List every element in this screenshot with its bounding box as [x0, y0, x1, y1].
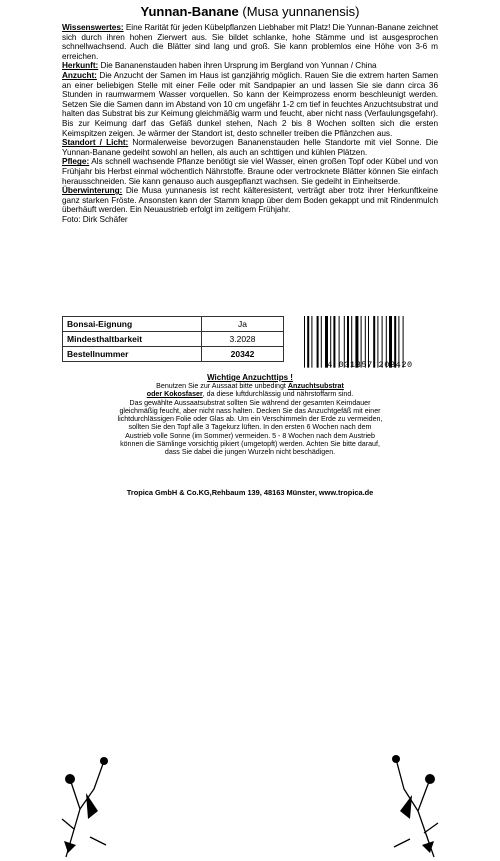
section-anzucht [62, 71, 438, 138]
tips-line: oder Kokosfaser, da diese luftdurchlässig und nährstoffarm sind. [146, 390, 354, 399]
section-body: Die Anzucht der Samen im Haus ist ganzjährig möglich. Rauen Sie die extrem harten Samen an einer beliebigen Stelle mit einer Feile oder mit Sandpapier an und lassen Sie sie dann circa 36 Stunden in raumwarmem Wasser vorquellen. So kann der Keimprozess enorm beschleunigt werden. Setzen Sie die Samen dann im Abstand von 10 cm ungefähr 1-2 cm tief in feuchtes Anzuchtsubstrat und halten das Substrat bis zur Keimung gleichmäßig warm und feucht, aber nicht nass (Verfaulungsgefahr). Bis zur Keimung darf das Gefäß dunkel stehen, Nach 2 bis 8 Wochen sollten sich die ersten Keimspitzen zeigen. Je wärmer der Standort ist, desto schneller treiben die Pflänzchen aus. [62, 70, 438, 138]
table-row [63, 317, 284, 332]
barcode-number: 4 031357 203420 [327, 360, 413, 370]
section-body: Normalerweise bevorzugen Bananenstauden helle Standorte mit viel Sonne. Die Yunnan-Banane gedeiht sowohl an hellen, als auch an schttigen und kühlen Plätzen. [62, 138, 438, 157]
growing-tips [58, 373, 442, 500]
section-wissenswertes [62, 23, 438, 61]
tips-heading: Wichtige Anzuchttips ! [207, 373, 293, 382]
section-pflege [62, 157, 438, 186]
table-label: Bonsai-Eignung [63, 317, 202, 332]
description-text [58, 23, 442, 224]
table-row [63, 332, 284, 347]
illustration-right-icon [388, 749, 440, 861]
tips-text [116, 373, 384, 457]
section-heading: Überwinterung: [62, 186, 123, 196]
seed-packet-label [58, 0, 442, 500]
table-row [63, 347, 284, 362]
table-value: 20342 [202, 347, 284, 362]
illustration-left-icon [60, 749, 112, 861]
section-heading: Herkunft: [62, 61, 99, 71]
tips-body: Das gewählte Aussaatsubstrat sollten Sie während der gesamten Keimdauer gleichmäßig feucht, aber nicht nass halten. Decken Sie das Anzuchtgefäß mit einer lichtdurchlässigen Folie oder Glas ab. Um ein Verschimmeln der Erde zu vermeiden, sollten Sie den Topf alle 3 Tagekurz lüften. In den ersten 6 Wochen nach dem Austrieb volle Sonne (im Sommer) vermeiden. 5 - 8 Wochen nach dem Austrieb können die Sämlinge vorsichtig pikiert (umgetopft) werden. Achten Sie bitte darauf, dass Sie dabei die jungen Wurzeln nicht beschädigen. [117, 398, 383, 457]
table-label: Mindesthaltbarkeit [63, 332, 202, 347]
section-body: Die Bananenstauden haben ihren Ursprung im Bergland von Yunnan / China [98, 61, 377, 71]
section-heading: Wissenswertes: [62, 23, 124, 32]
section-herkunft [62, 61, 438, 71]
common-name: Yunnan-Banane [140, 4, 239, 19]
packet-title [58, 4, 442, 20]
section-ueberwinterung [62, 186, 438, 215]
section-heading: Anzucht: [62, 70, 97, 80]
section-heading: Standort / Licht: [62, 138, 129, 148]
section-standort [62, 138, 438, 157]
photo-credit: Foto: Dirk Schäfer [62, 214, 128, 224]
tips-line: Benutzen Sie zur Aussaat bitte unbedingt Anzuchtsubstrat [156, 382, 344, 390]
product-info-table [62, 316, 284, 362]
section-heading: Pflege: [62, 157, 90, 167]
section-body: Eine Rarität für jeden Kübelpflanzen Liebhaber mit Platz! Die Yunnan-Banane zeichnet sich durch ihren hohen Zierwert aus. Sie bildet schlanke, hohe Stämme und ist ausgesprochen schnellwachsend. Auch die Blätter sind lang und groß. Sie kann problemlos eine Höhe von 3-6 m erreichen. [62, 23, 438, 61]
table-label: Bestellnummer [63, 347, 202, 362]
section-body: Als schnell wachsende Pflanze benötigt sie viel Wasser, einen großen Topf oder Kübel und von Frühjahr bis Herbst einmal wöchentlich Nährstoffe. Braune oder vertrocknete Blätter können Sie einfach herausschneiden. Sie kann genauso auch ausgepflanzt wachsen. Sie gedeiht in Einheitserde. [62, 157, 438, 186]
table-value: 3.2028 [202, 332, 284, 347]
company-footer: Tropica GmbH & Co.KG,Rehbaum 139, 48163 Münster, www.tropica.de [126, 488, 374, 497]
table-value: Ja [202, 317, 284, 332]
latin-name: (Musa yunnanensis) [242, 4, 360, 19]
section-body: Die Musa yunnanesis ist recht kälteresistent, verträgt aber trotz ihrer Herkunftkeine ganz starken Fröste. Ansonsten kann der Stamm knapp über dem Boden gekappt und mit Rindenmulch überhäuft werden. Ein Neuaustrieb erfolgt im zeitigem Frühjahr. [62, 186, 438, 215]
